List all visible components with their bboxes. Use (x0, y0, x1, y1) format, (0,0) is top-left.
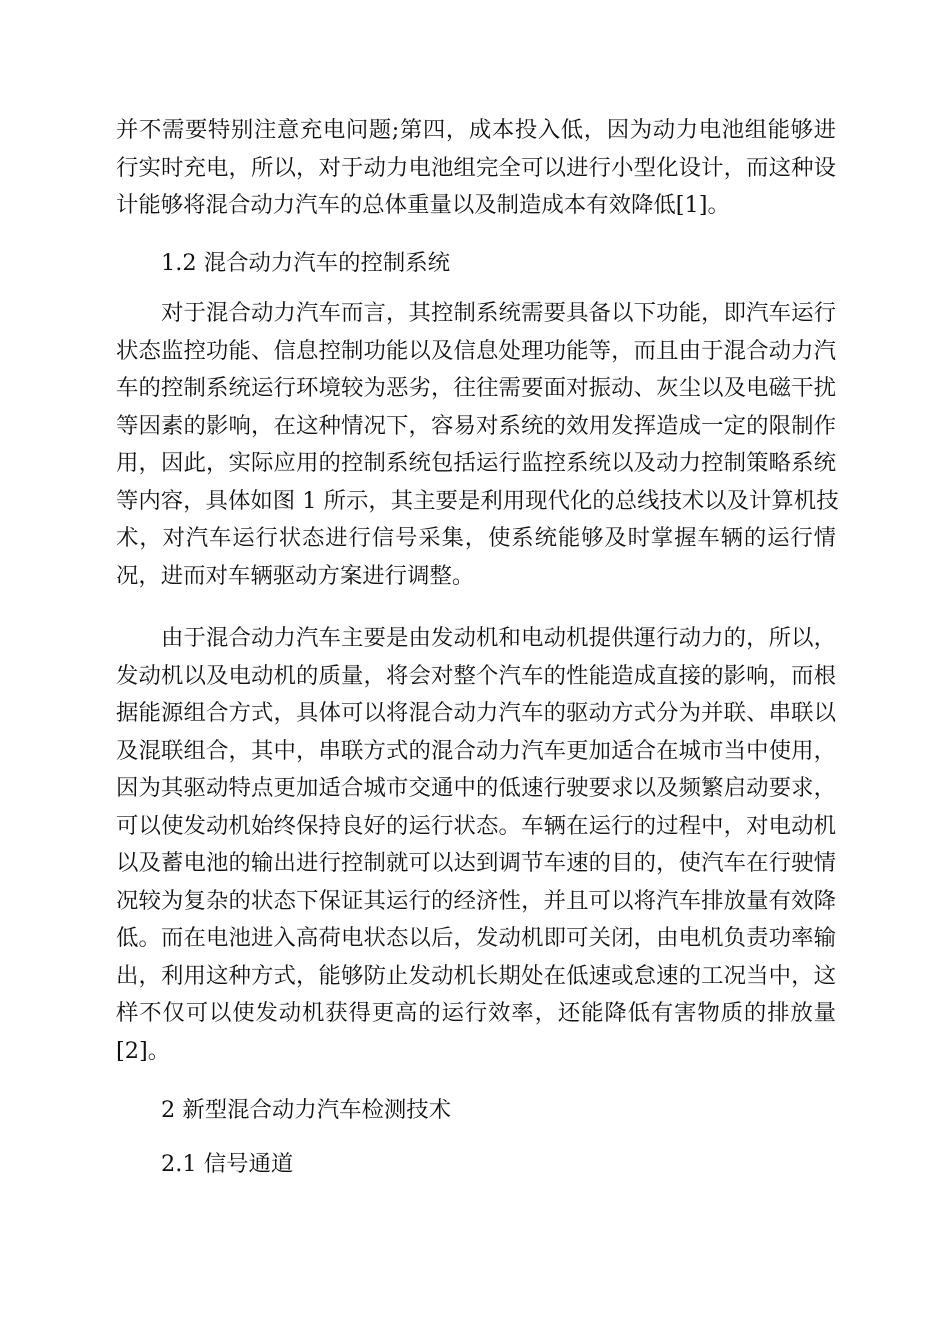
paragraph-line: 以及蓄电池的输出进行控制就可以达到调节车速的目的，使汽车在行驶情 (116, 850, 836, 876)
paragraph-line: 由于混合动力汽车主要是由发动机和电动机提供運行动力的，所以， (161, 625, 836, 651)
paragraph-line: 用，因此，实际应用的控制系统包括运行监控系统以及动力控制策略系统 (116, 450, 836, 476)
paragraph-line: 可以使发动机始终保持良好的运行状态。车辆在运行的过程中，对电动机 (116, 812, 836, 839)
section-heading-2: 2 新型混合动力汽车检测技术 (161, 1097, 452, 1123)
paragraph-line: 等内容，具体如图 1 所示，其主要是利用现代化的总线技术以及计算机技 (116, 487, 839, 514)
paragraph-line: 发动机以及电动机的质量，将会对整个汽车的性能造成直接的影响，而根 (116, 662, 836, 689)
section-heading-1-2: 1.2 混合动力汽车的控制系统 (161, 250, 451, 276)
paragraph-line: 出，利用这种方式，能够防止发动机长期处在低速或怠速的工况当中，这 (116, 962, 836, 989)
paragraph-line: 并不需要特别注意充电问题;第四，成本投入低，因为动力电池组能够进 (116, 117, 836, 143)
paragraph-line: 状态监控功能、信息控制功能以及信息处理功能等，而且由于混合动力汽 (116, 337, 836, 364)
paragraph-line: 因为其驱动特点更加适合城市交通中的低速行驶要求以及频繁启动要求， (116, 775, 836, 801)
paragraph-line: 等因素的影响，在这种情况下，容易对系统的效用发挥造成一定的限制作 (116, 412, 836, 439)
paragraph-line: 况，进而对车辆驱动方案进行调整。 (116, 562, 475, 589)
paragraph-drive-modes (116, 620, 836, 1070)
paragraph-line: 及混联组合，其中，串联方式的混合动力汽车更加适合在城市当中使用， (116, 737, 836, 764)
paragraph-line: [2]。 (116, 1037, 171, 1064)
paragraph-line: 低。而在电池进入高荷电状态以后，发动机即可关闭，由电机负责功率输 (116, 925, 836, 951)
paragraph-line: 车的控制系统运行环境较为恶劣，往往需要面对振动、灰尘以及电磁干扰 (116, 375, 836, 401)
paragraph-charging (116, 112, 836, 225)
section-heading-2-1: 2.1 信号通道 (161, 1151, 294, 1177)
paragraph-line: 对于混合动力汽车而言，其控制系统需要具备以下功能，即汽车运行 (161, 300, 836, 326)
paragraph-line: 样不仅可以使发动机获得更高的运行效率，还能降低有害物质的排放量 (116, 1000, 836, 1026)
paragraph-line: 况较为复杂的状态下保证其运行的经济性，并且可以将汽车排放量有效降 (116, 887, 836, 914)
paragraph-line: 据能源组合方式，具体可以将混合动力汽车的驱动方式分为并联、串联以 (116, 700, 836, 726)
paragraph-line: 行实时充电，所以，对于动力电池组完全可以进行小型化设计，而这种设 (116, 154, 836, 181)
paragraph-line: 术，对汽车运行状态进行信号采集，使系统能够及时掌握车辆的运行情 (116, 525, 836, 551)
paragraph-line: 计能够将混合动力汽车的总体重量以及制造成本有效降低[1]。 (116, 192, 730, 218)
paragraph-control-system (116, 295, 839, 595)
